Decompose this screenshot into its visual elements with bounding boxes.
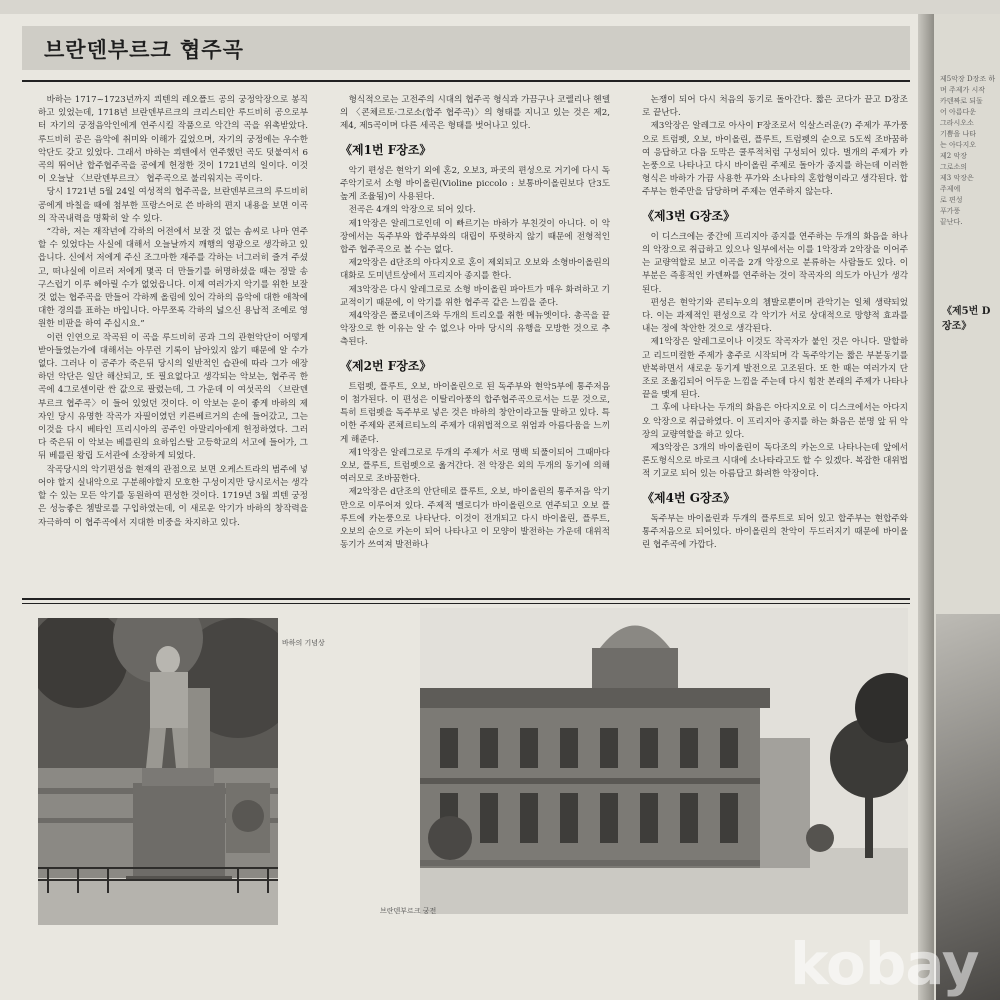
bottom-rule-thin	[22, 603, 910, 604]
paragraph: 트럼펫, 플루트, 오보, 바이올린으로 된 독주부와 현악5부에 통주저음이 첨가된다. 이 편성은 이탈리아풍의 합주협주곡으로서는 드문 것으로, 특히 트럼펫을 독주부로 넣은 것은 바하의 창안이라고들 말하고 있다. 특이한 주제와 콘체르티노의 주제가 대위법적으로 위엄과 아름다움을 느끼게 해준다.	[340, 381, 610, 445]
right-page-text	[940, 74, 1000, 228]
right-page-line: 는 아다지오	[940, 141, 977, 149]
text-column-2	[340, 94, 610, 553]
paragraph: 작곡당시의 악기편성을 현재의 관점으로 보면 오케스트라의 범주에 넣어야 할지 실내악으로 구분해야할지 모호한 구성이지만 당시로서는 생각할 수 있는 모든 악기를 동원하여 편성한 것이다. 1719년 3월 쾨텐 궁정은 성능좋은 쳄발로를 구입하였는데, 이 새로운 악기가 바하의 창작력을 자극하여 이 협주곡에서 지대한 비중을 차지하고 있다.	[38, 464, 308, 528]
right-page-line: 제5악장 D장조 하	[940, 75, 996, 83]
bach-statue-photo	[38, 618, 278, 925]
paragraph: 그 후에 나타나는 두개의 화음은 아다지오로 이 디스크에서는 아다지오 악장으로 취급하였다. 이 프리지아 종지를 하는 화음은 분명 앞 뒤 악장의 교량역할을 하고 있다.	[642, 403, 908, 440]
right-page-line: 푸가풍	[940, 207, 961, 215]
watermark-logo: kobay	[790, 930, 979, 998]
paragraph: 제1악장은 알레그로이나 이것도 작곡자가 붙인 것은 아니다. 말할하고 리드미컬한 주제가 총주로 시작되며 각 독주악기는 짧은 부분동기를 반복하면서 새로운 동기게 발전으로 고조된다. 또 한 때는 여러가지 단조로 조옮김되어 어두운 느낌을 주는데 다시 힘찬 본래의 주제가 나타나 끝을 맺게 된다.	[642, 337, 908, 401]
paragraph: 제2악장은 d단조의 아다지오로 혼이 제외되고 오보와 소형바이올린의 대화로 도미넌트상에서 프리지아 종지를 한다.	[340, 258, 610, 282]
paragraph: 이런 인연으로 작곡된 이 곡을 루드비히 공과 그의 관현악단이 어떻게 받아들였는가에 대해서는 아무런 기록이 남아있지 않기 때문에 알 수가 없다. 그러나 이 공주가 죽은뒤 당시의 일반적인 습관에 따라 그가 애장하던 악단은 일단 해산되고, 또 필요없다고 생각되는 악보는, 협주곡 한 곡에 4그로센이란 싼 값으로 팔렸는데, 그 가운데 이 여섯곡의 〈브란덴부르크 협주곡〉이 들어 있었던 것이다. 이 악보는 운이 좋게 바하의 제자인 당시 유명한 작곡가 자필이였던 키른베르거의 손에 들어갔고, 그는 이것을 다시 베타인 프리시아의 공주인 아말리아에게 헌정하였다. 그러다 죽은뒤 이 악보는 베를린의 요하임스탈 고등학교의 서고에 들어가, 그뒤 베를린 왕립 도서관에 소장하게 되었다.	[38, 332, 308, 462]
paragraph: 제4악장은 폴로네이즈와 두개의 트리오를 취한 메뉴엣이다. 총곡을 끝악장으로 한 이유는 알 수 없으나 아마 당시의 유행을 모방한 것으로 추측된다.	[340, 311, 610, 348]
top-strip	[0, 0, 1000, 14]
bottom-rule	[22, 598, 910, 600]
paragraph: 편성은 현악기와 콘티누오의 쳄발로뿐이며 관악기는 일체 생략되었다. 이는 과제적인 편성으로 각 악기가 서로 상대적으로 망향적 효과를 내는 정에 착안한 것으로 생각된다.	[642, 297, 908, 335]
paragraph: 제2악장은 d단조의 안단테로 플루트, 오보, 바이올린의 통주저음 악기만으로 이루어져 있다. 주제적 멜로디가 바이올린으로 연주되고 오보 플루트에 카논풍으로 나타난다. 이것이 전개되고 다시 바이올린, 플루트, 오보의 순으로 카논이 되어 나타나고 이 모양이 발전하는 가운데 대위적 동기가 쓰여져 발전하나	[340, 487, 610, 551]
text-column-1	[38, 94, 308, 530]
right-page-heading: 《제5번 D장조》	[942, 306, 991, 332]
section-heading: 《제2번 F장조》	[340, 358, 432, 373]
paragraph: 바하는 1717~1723년까지 쾨텐의 레오폴드 공의 궁정악장으로 봉직하고 있었는데, 1718년 브란덴부르크의 크리스티안 루드비히 공으로부터 자기의 궁정음악인에게 연주시킬 작품으로 악간의 곡을 위촉받았다. 루드비히 공은 음악에 취미와 이해가 깊었으며, 자기의 궁정에는 우수한 악단도 갖고 있었다. 그래서 바하는 쾨텐에서 연주했던 곡도 덧붙여서 6곡의 뛰어난 합주협주곡을 공에게 헌정한 것이 1721년의 일이다. 이것이 오늘날 〈브란덴부르크〉 협주곡으로 불리워지는 곡이다.	[38, 95, 308, 185]
right-page-line: 기쁨을 나타	[940, 130, 977, 138]
bach-statue-illustration	[38, 618, 278, 925]
paragraph: “각하, 저는 재작년에 각하의 어전에서 보잘 것 없는 솜씨로 나마 연주할 수 있었다는 사실에 대해서 오늘날까지 깨행의 영광으로 생각하고 있읍니다. 신에서 저에게 주신 조그마한 재주를 각하는 너그러히 즐겨 주셨고, 떠나실에 이르러 저에게 몇곡 더 만들기를 허명하셨을 때는 정말 송구스럽기 이루 헤아릴 수가 없었읍니다. 이제 여러가지 악기를 위한 보잘 것 없는 협주곡을 만들어 각하께 올림에 있어 각하의 음악에 대한 애착에 대한 경의를 표하는 바입니다. 아무쪼록 각하의 넓으신 용납적 조예로 영원한 비판을 하여 주십시요.”	[38, 227, 308, 330]
section-heading: 《제4번 G장조》	[642, 490, 736, 505]
right-page-line: 그로소의	[940, 163, 968, 171]
right-page-line: 카덴짜로 되돌	[940, 97, 983, 105]
paragraph: 당시 1721년 5월 24일 여성적의 협주곡을, 브란덴부르크의 루드비히 공에게 바칠을 때에 첨부한 프랑스어로 쓴 바하의 편지 내용을 보면 이곡의 작곡내력을 명확히 알 수 있다.	[38, 187, 308, 224]
palace-photo	[420, 608, 908, 914]
right-page-line: 어 아름다운	[940, 108, 977, 116]
paragraph: 제1악장은 알레그로인데 이 빠르기는 바하가 부친것이 아니다. 이 악장에서는 독주부와 합주부와의 대립이 뚜렷하지 않기 때문에 전형적인 합주 협주곡으로 볼 수는 없다.	[340, 218, 610, 256]
photo2-caption: 브란덴부르크 궁전	[380, 907, 437, 915]
paragraph: 형식적으로는 고전주의 시대의 협주곡 형식과 가끔구나 코렐리나 헨델의 〈콘체르토·그로소(합주 협주곡)〉의 형태를 지니고 있는 것은 제2, 제4, 제5곡이며 다른 세곡은 형태를 벗어나고 있다.	[340, 95, 610, 132]
booklet-spine	[918, 14, 934, 1000]
section-heading: 《제3번 G장조》	[642, 208, 736, 223]
palace-illustration	[420, 608, 908, 914]
right-page-line: 제2 악장	[940, 152, 967, 160]
paragraph: 제3악장은 다시 알레그로로 소형 바이올린 파아트가 매우 화려하고 기교적이기 때문에, 이 악기를 위한 협주곡 같은 느낌을 준다.	[340, 284, 610, 308]
paragraph: 제3악장은 알레그로 아사이 F장조로서 익살스러운(?) 주제가 푸가풍으로 트럼펫, 오보, 바이올린, 플루트, 트럼펫의 순으로 5도씩 조바꿈하여 응답하고 다음 도막은 쿨루적처럼 구성되어 있다. 벌개의 주제가 카논풍으로 나타나고 다시 바이올린 주제로 돌아가 종지를 하는데 이러한 형식은 바하가 가끔 사용한 푸가와 소나타의 혼합형이라고 생각된다. 합주부는 한주만을 담당하며 주제는 연주하지 않는다.	[642, 121, 908, 198]
paragraph: 악기 편성은 현악기 외에 혼2, 오보3, 파곳의 편성으로 거기에 다시 독주악기로서 소형 바이올린(Violine piccolo : 보통바이올린보다 단3도 높게 조율됨)이 사용된다.	[340, 165, 610, 203]
paragraph: 제3악장은 3개의 바이올린이 독다조의 카논으로 나타나는데 앞에서 론도형식으로 바로크 시대에 소나타라고도 할 수 있겠다. 복잡한 대위법적 기교로 되어 있는 아름답고 화려한 악장이다.	[642, 443, 908, 480]
booklet-right-page	[934, 14, 1000, 1000]
right-page-line: 주제에	[940, 185, 961, 193]
photo1-caption: 바하의 기념상	[282, 639, 325, 647]
paragraph: 독주부는 바이올린과 두개의 플루트로 되어 있고 합주부는 현합주와 통주저음으로 되어있다. 바이올린의 찬악이 두드러지기 때문에 바이올린 협주곡에 가깝다.	[642, 513, 908, 551]
right-page-line: 제3 악장은	[940, 174, 974, 182]
section-heading: 《제1번 F장조》	[340, 142, 432, 157]
top-rule	[22, 80, 910, 82]
right-page-line: 며 주제가 시작	[940, 86, 986, 94]
paragraph: 전곡은 4개의 악장으로 되어 있다.	[348, 205, 476, 216]
paragraph: 제1악장은 알레그로로 두개의 주제가 서로 명백 되풀이되어 그때마다 오보, 플루트, 트럼펫으로 옮겨간다. 전 악장은 외의 두개의 동기에 의해 여러모로 조바꿈한다.	[340, 447, 610, 485]
page-title: 브란덴부르크 협주곡	[44, 37, 244, 62]
right-page-line: 그라시오소	[940, 119, 974, 127]
right-page-line: 끝난다.	[940, 218, 963, 226]
paragraph: 논쟁이 되어 다시 처음의 동기로 돌아간다. 짧은 코다가 끝고 D장조로 끝난다.	[642, 95, 908, 119]
right-page-line: 로 편성	[940, 196, 963, 204]
paragraph: 이 디스크에는 중간에 프리지아 종지를 연주하는 두개의 화음을 하나의 악장으로 취급하고 있으나 일부에서는 이를 1악장과 2악장을 이어주는 교량역할로 보고 이곡을 2개 악장으로 분류하는 사람들도 있다. 이 부분은 즉흥적인 카덴짜를 연주하는 것이 작곡자의 의도가 아닌가 생각된다.	[642, 231, 908, 295]
text-column-3	[642, 94, 908, 553]
